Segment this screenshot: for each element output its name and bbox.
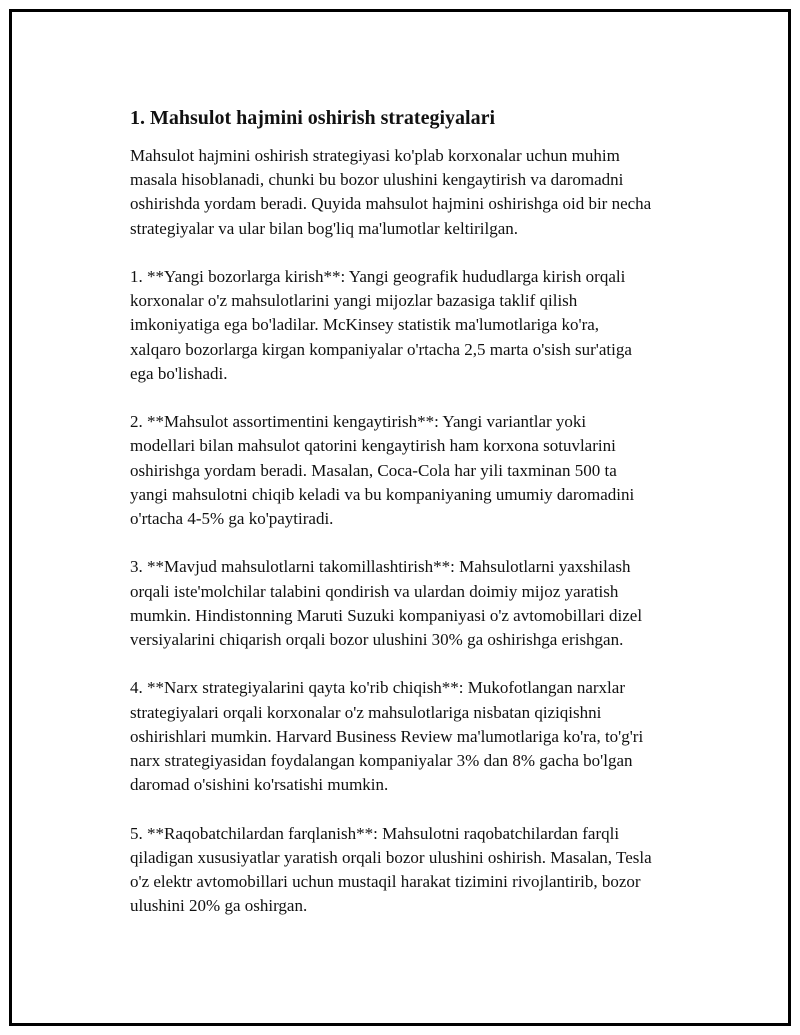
strategy-item-1: 1. **Yangi bozorlarga kirish**: Yangi geografik hududlarga kirish orqali korxonalar o'z mahsulotlarini yangi mijozlar bazasiga taklif qilish imkoniyatiga ega bo'ladilar. McKinsey statistik ma'lumotlariga ko'ra, xalqaro bozorlarga kirgan kompaniyalar o'rtacha 2,5 marta o'sish sur'atiga ega bo'lishadi. — [130, 267, 632, 383]
strategy-item-4: 4. **Narx strategiyalarini qayta ko'rib chiqish**: Mukofotlangan narxlar strategiyalari orqali korxonalar o'z mahsulotlariga nisbatan qiziqishni oshirishlari mumkin. Harvard Business Review ma'lumotlariga ko'ra, to'g'ri narx strategiyasidan foydalangan kompaniyalar 3% dan 8% gacha bo'lgan daromad o'sishini ko'rsatishi mumkin. — [130, 678, 644, 795]
strategy-item-3: 3. **Mavjud mahsulotlarni takomillashtirish**: Mahsulotlarni yaxshilash orqali iste'molchilar talabini qondirish va ulardan doimiy mijoz yaratish mumkin. Hindistonning Maruti Suzuki kompaniyasi o'z avtomobillari dizel versiyalarini chiqarish orqali bozor ulushini 30% ga oshirishga erishgan. — [130, 557, 643, 650]
strategy-item-5: 5. **Raqobatchilardan farqlanish**: Mahsulotni raqobatchilardan farqli qiladigan xususiyatlar yaratish orqali bozor ulushini oshirish. Masalan, Tesla o'z elektr avtomobillari uchun mustaqil harakat tizimini rivojlantirib, bozor ulushini 20% ga oshirgan. — [130, 823, 652, 916]
strategy-item-2: 2. **Mahsulot assortimentini kengaytirish**: Yangi variantlar yoki modellari bilan mahsulot qatorini kengaytirish ham korxona sotuvlarini oshirishga yordam beradi. Masalan, Coca-Cola har yili taxminan 500 ta yangi mahsulotni chiqib keladi va bu kompaniyaning umumiy daromadini o'rtacha 4-5% ga ko'paytiradi. — [130, 412, 635, 529]
page-title: 1. Mahsulot hajmini oshirish strategiyalari — [130, 107, 496, 129]
document-body — [130, 105, 710, 918]
page-frame — [9, 9, 791, 1026]
intro-paragraph: Mahsulot hajmini oshirish strategiyasi ko'plab korxonalar uchun muhim masala hisoblanadi, chunki bu bozor ulushini kengaytirish va daromadni oshirishda yordam beradi. Quyida mahsulot hajmini oshirishga oid bir necha strategiyalar va ular bilan bog'liq ma'lumotlar keltirilgan. — [130, 146, 652, 238]
